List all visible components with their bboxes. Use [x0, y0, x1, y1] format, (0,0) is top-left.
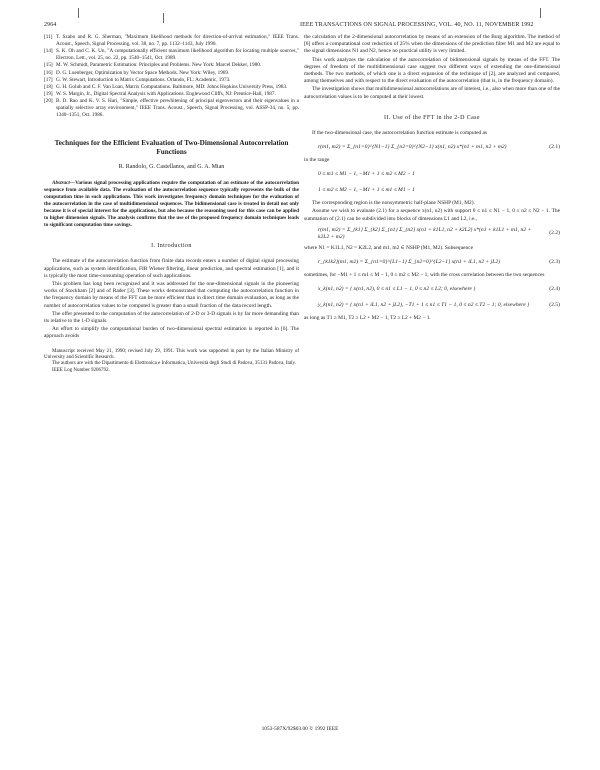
journal-header: IEEE TRANSACTIONS ON SIGNAL PROCESSING, VOL. 40, NO. 11, NOVEMBER 1992	[300, 22, 534, 28]
equation-number: (2.2)	[549, 230, 560, 237]
body-paragraph: This work analyzes the calculation of the autocorrelation of bidimensional signals by means of the FFT. The degrees of freedom of the multidimensional case suggest two different ways of extending the one-dimensional methods. The two methods, of which one is a direct expansion of the technique of [2], are analyzed and compared, among themselves and with respect to the direct evaluation of the autocorrelation (that is, in the frequency domain).	[304, 56, 560, 85]
abstract-text: Various signal processing applications require the computation of an estimate of the autocorrelation sequence from available data. The evaluation of the autocorrelation sequence typically represents the bulk of the computation time in such applications. This work investigates frequency domain techniques for the evaluation of the autocorrelation in the case of multidimensional sequences. The bidimensional case is treated in detail not only because it is of special interest for the applications, but also because the reasoning used for this case can be applied to higher dimension signals. The analysis confirms that the use of the proposed frequency domain techniques leads to significant computation time savings.	[44, 180, 299, 229]
reference-text: D. G. Luenberger, Optimization by Vector Space Methods. New York: Wiley, 1969.	[56, 69, 230, 76]
reference-number: [19]	[44, 91, 53, 98]
intro-paragraph: This problem has long been recognized and it was addressed for the one-dimensional signals in the pioneering works of Stockham [2] and of Rader [3]. These works demonstrated that computing the autocorrelation function in the frequency domain by means of the FFT can be more efficient than in direct time domain evaluation, as long as the number of autocorrelation values to be computed is greater than a small fraction of the data record length.	[44, 280, 299, 309]
equation-2-4	[304, 283, 560, 295]
reference-item	[44, 70, 299, 77]
footnote-received: Manuscript received May 21, 1990; revised July 29, 1991. This work was supported in part by the Italian Ministry of University and Scientific Research.	[44, 348, 299, 360]
reference-number: [14]	[44, 48, 53, 55]
reference-text: B. D. Rao and K. V. S. Hari, "Simple, effective prewhitening of principal eigenvectors and their eigenvalues in a spatially selective array environment," IEEE Trans. Acoust., Speech, Signal Processing, vol. ASSP-34, no. 5, pp. 1340–1351, Oct. 1986.	[56, 98, 299, 119]
equation-2-1	[304, 141, 560, 153]
body-paragraph: If the two-dimensional case, the autocorrelation function estimate is computed as	[312, 129, 487, 136]
reference-number: [20]	[44, 98, 53, 105]
page-number: 2964	[44, 22, 57, 28]
reference-number: [18]	[44, 83, 53, 90]
reference-item	[44, 98, 299, 119]
abstract	[44, 180, 299, 229]
equation-2-3	[304, 256, 560, 268]
equation-range-b	[304, 184, 560, 196]
right-column	[304, 34, 560, 323]
reference-item	[44, 34, 299, 48]
equation-body: r_{k1k2}(m1, m2) = Σ_{n1=0}^{L1−1} Σ_{n2=0}^{L2−1} x(n1 + iL1, n2 + jL2)	[318, 258, 500, 265]
equation-condition: as long as T1 ≥ M1, T2 ≥ L2 + M2 − 1, T2 ≥ L2 + M2 − 1.	[304, 315, 431, 322]
reference-number: [16]	[44, 69, 53, 76]
reference-text: W. S. Margin, Jr., Digital Spectral Analysis with Applications. Englewood Cliffs, NJ: Prentice-Hall, 1987.	[56, 91, 276, 98]
scan-mark-top-center	[163, 13, 164, 23]
reference-text: T. Szabo and R. G. Sherman, "Maximum likelihood methods for direction-of-arrival estimation," IEEE Trans. Acoust., Speech, Signal Processing, vol. 38, no. 7, pp. 1132–1143, July 1990.	[56, 34, 299, 47]
equation-body: x_k(n1, n2) = { x(n1, n2), 0 ≤ n1 ≤ L1 − 1, 0 ≤ n2 ≤ L2; 0, elsewhere }	[318, 285, 476, 292]
body-paragraph: where N1 = K1L1, N2 = K2L2, and m1, m2 ∈ NSHP (M1, M2). Subsequence	[304, 244, 474, 251]
footnote	[44, 349, 299, 375]
equation-body: y_k(n1, n2) = { x(n1 + iL1, n2 + jL2), −T1 + 1 ≤ n1 ≤ T1 − 1, 0 ≤ n2 ≤ T2 − 1; 0, elsewhere }	[318, 301, 530, 308]
intro-paragraph: The estimate of the autocorrelation function from finite data records enters a number of digital signal processing applications, such as system identification, FIR Wiener filtering, linear prediction, and spectral estimation [1], and it is typically the most time-consuming operation of such applications.	[44, 258, 299, 279]
body-paragraph: in the range	[304, 157, 330, 164]
equation-2-5	[304, 299, 560, 311]
body-paragraph: the calculation of the 2-dimensional autocorrelation by means of an extension of the Burg algorithm. The method of [6] offers a computational cost reduction of 25% when the dimensions of the prediction filter M1 and M2 are equal to the signal dimensions N1 and N2, hence no practical utility is very limited.	[304, 34, 560, 55]
reference-text: G. W. Stewart, Introduction to Matrix Computations. Orlando, FL: Academic, 1973.	[56, 76, 231, 83]
equation-number: (2.3)	[549, 258, 560, 265]
scan-mark-top-right	[540, 8, 541, 18]
reference-number: [11]	[44, 34, 53, 40]
reference-item	[44, 48, 299, 62]
body-paragraph: The corresponding region is the nonsymmetric half-plane NSHP (M1, M2).	[312, 200, 475, 207]
body-paragraph: Assume we wish to evaluate (2.1) for a sequence x(n1, n2) with support 0 ≤ n1 ≤ N1 − 1, 0 ≤ n2 ≤ N2 − 1. The summation of (2.1) can be subdivided into blocks of dimensions L1 and L2, i.e.,	[304, 208, 560, 222]
reference-number: [15]	[44, 62, 53, 69]
equation-body: r(m1, m2) = Σ_{k1} Σ_{k2} Σ_{n1} Σ_{n2} x(n1 + k1L1, n2 + k2L2) x*(n1 + k1L1 + m1, n2 + k2L2 + m2)	[318, 226, 532, 240]
equation-range-a	[304, 168, 560, 180]
footnote-ieee-log: IEEE Log Number 9206792.	[52, 367, 110, 373]
left-column	[44, 34, 299, 374]
reference-item	[44, 84, 299, 91]
reference-number: [17]	[44, 76, 53, 83]
copyright-line: 1053-587X/92$03.00 © 1992 IEEE	[261, 726, 339, 732]
footnote-affiliation: The authors are with the Dipartimento di Elettronica e Informatica, Università degli Studi di Padova, 35131 Padova, Italy.	[52, 361, 296, 367]
reference-text: M. W. Schmidt, Parametric Estimation: Principles and Problems. New York: Marcel Dekker, 1980.	[56, 62, 262, 69]
equation-number: (2.5)	[549, 301, 560, 308]
equation-number: (2.1)	[549, 143, 560, 150]
reference-text: S. K. Oh and C. K. Un, "A computationally efficient maximum likelihood algorithm for locating multiple sources," Electron. Lett., vol. 25, no. 22, pp. 1540–1541, Oct. 1989.	[56, 48, 299, 62]
equation-body: 1 ≤ m2 ≤ M2 − 1, −M1 + 1 ≤ m1 ≤ M1 − 1	[318, 186, 415, 193]
reference-list	[44, 34, 299, 119]
body-paragraph: sometimes, for −M1 + 1 ≤ m1 ≤ M − 1, 0 ≤ m2 ≤ M2 − 1, with the cross correlation between the two sequences	[304, 272, 545, 279]
reference-text: G. H. Golub and C. F. Van Loan, Matrix Computations. Baltimore, MD: Johns Hopkins University Press, 1983.	[56, 83, 288, 90]
equation-2-2	[304, 227, 560, 241]
equation-number: (2.4)	[549, 285, 560, 292]
equation-body: r(m1, m2) = Σ_{n1=0}^{N1−1} Σ_{n2=0}^{N2−1} x(n1, n2) x*(n1 + m1, n2 + m2)	[318, 143, 507, 150]
body-paragraph: The investigation shows that multidimensional autocorrelations are of interest, i.e., also when more than one of the autocorrelation values is to be computed at their lowest.	[304, 86, 560, 100]
reference-item	[44, 62, 299, 69]
intro-paragraph: The offer presented to the computation of the autocorrelation of 2-D or 3-D signals is by far more demanding than its relative to the 1-D signals.	[44, 310, 299, 324]
scan-mark-top-left	[78, 8, 79, 18]
paper-authors: R. Randolo, G. Castellanos, and G. A. Mian	[118, 164, 225, 171]
equation-body: 0 ≤ m1 ≤ M1 − 1, −M1 + 1 ≤ m2 ≤ M2 − 1	[318, 170, 415, 177]
intro-paragraph: An effort to simplify the computational burden of two-dimensional spectral estimation is reported in [6]. The approach avoids	[44, 326, 299, 340]
reference-item	[44, 77, 299, 84]
paper-title: Techniques for the Efficient Evaluation of Two-Dimensional Autocorrelation Functions	[54, 139, 289, 157]
abstract-label: Abstract—	[52, 180, 76, 187]
section-heading-2d-case: II. Use of the FFT in the 2-D Case	[384, 114, 480, 121]
section-heading-introduction: I. Introduction	[151, 243, 192, 250]
